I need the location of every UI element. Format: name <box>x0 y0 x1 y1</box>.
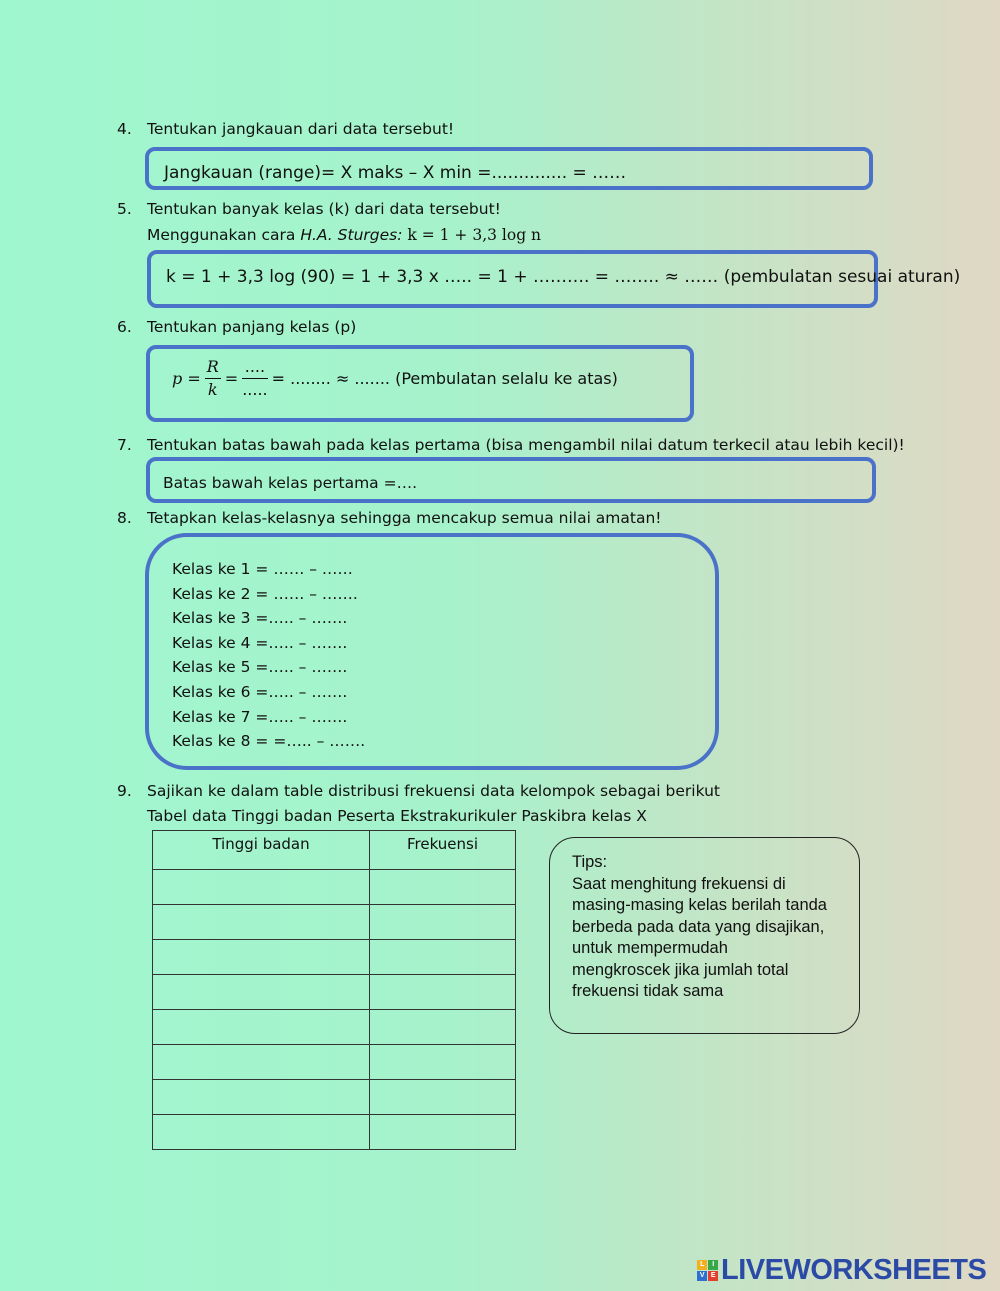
question-number: 4. <box>117 120 132 138</box>
cell-tinggi-badan[interactable] <box>153 1115 370 1150</box>
fraction-r-over-k: $\frac{R}{k}$ <box>206 357 219 399</box>
kelas-item: Kelas ke 1 = …… – …… <box>172 560 353 578</box>
table-row <box>153 1045 516 1080</box>
table-row <box>153 975 516 1010</box>
kelas-item: Kelas ke 4 =….. – ……. <box>172 633 348 652</box>
cell-tinggi-badan[interactable] <box>153 975 370 1010</box>
cell-frekuensi[interactable] <box>370 975 516 1010</box>
cell-frekuensi[interactable] <box>370 905 516 940</box>
header-tinggi-badan: Tinggi badan <box>153 831 370 870</box>
fraction-blank: $\frac{....}{.....}$ <box>242 357 268 399</box>
batas-bawah-text: Batas bawah kelas pertama =…. <box>163 474 418 492</box>
kelas-item: Kelas ke 2 = …… – ……. <box>172 584 358 603</box>
cell-tinggi-badan[interactable] <box>153 1010 370 1045</box>
frequency-table <box>152 830 516 1150</box>
question-text: Tentukan banyak kelas (k) dari data tersebut! <box>147 200 501 218</box>
p-lhs: p = <box>172 369 201 389</box>
tips-line: Saat menghitung frekuensi di <box>572 874 786 893</box>
kelas-list <box>172 557 365 754</box>
question-number: 8. <box>117 509 132 527</box>
sturges-formula: k = 1 + 3,3 log n <box>407 226 542 244</box>
table-row <box>153 1115 516 1150</box>
liveworksheets-logo[interactable] <box>697 1253 986 1287</box>
question-number: 6. <box>117 318 132 336</box>
cell-frekuensi[interactable] <box>370 1010 516 1045</box>
question-number: 5. <box>117 200 132 218</box>
tips-line: masing-masing kelas berilah tanda <box>572 896 827 914</box>
logo-mark-icon: L I V E <box>697 1260 718 1281</box>
cell-tinggi-badan[interactable] <box>153 905 370 940</box>
question-text: Tentukan panjang kelas (p) <box>147 318 357 336</box>
table-row <box>153 1010 516 1045</box>
cell-frekuensi[interactable] <box>370 1080 516 1115</box>
tips-line: frekuensi tidak sama <box>572 982 724 1000</box>
logo-text: LIVEWORKSHEETS <box>721 1253 987 1286</box>
cell-tinggi-badan[interactable] <box>153 1045 370 1080</box>
cell-tinggi-badan[interactable] <box>153 870 370 905</box>
answer-box-batas-bawah[interactable] <box>146 457 876 503</box>
header-frekuensi: Frekuensi <box>370 831 516 870</box>
p-formula: p = $\frac{R}{k}$ = $\frac{....}{.....}$ = ........ ≈ ....... (Pembulatan selalu ke atas) <box>172 357 618 399</box>
cell-frekuensi[interactable] <box>370 1115 516 1150</box>
tips-line: berbeda pada data yang disajikan, <box>572 917 825 936</box>
question-number: 7. <box>117 436 132 454</box>
range-formula: Jangkauan (range)= X maks – X min =.............. = …… <box>164 163 627 183</box>
tips-line: mengkroscek jika jumlah total <box>572 960 789 979</box>
table-row <box>153 940 516 975</box>
table-row <box>153 1080 516 1115</box>
kelas-item: Kelas ke 5 =….. – ……. <box>172 658 348 677</box>
table-row <box>153 870 516 905</box>
answer-box-range[interactable] <box>145 147 873 190</box>
kelas-item: Kelas ke 8 = =….. – ……. <box>172 732 366 751</box>
tips-title: Tips: <box>572 853 608 871</box>
kelas-item: Kelas ke 6 =….. – ……. <box>172 682 348 701</box>
question-text: Tentukan jangkauan dari data tersebut! <box>147 120 455 138</box>
kelas-item: Kelas ke 7 =….. – ……. <box>172 707 348 726</box>
table-header-row <box>153 831 516 870</box>
tips-line: untuk mempermudah <box>572 939 728 957</box>
cell-frekuensi[interactable] <box>370 870 516 905</box>
cell-frekuensi[interactable] <box>370 940 516 975</box>
cell-tinggi-badan[interactable] <box>153 1080 370 1115</box>
table-row <box>153 905 516 940</box>
question-number: 9. <box>117 782 132 800</box>
question-text: Tetapkan kelas-kelasnya sehingga mencakup semua nilai amatan! <box>147 509 662 527</box>
answer-box-kelas[interactable] <box>145 533 719 770</box>
cell-frekuensi[interactable] <box>370 1045 516 1080</box>
k-formula: k = 1 + 3,3 log (90) = 1 + 3,3 x ….. = 1 + ………. = …….. ≈ …… (pembulatan sesuai aturan) <box>166 267 961 287</box>
answer-box-k[interactable] <box>147 250 961 308</box>
kelas-item: Kelas ke 3 =….. – ……. <box>172 609 348 628</box>
method-prefix: Menggunakan cara <box>147 226 301 244</box>
question-text: Sajikan ke dalam table distribusi frekuensi data kelompok sebagai berikut <box>147 782 720 800</box>
p-rest: = ........ ≈ ....... (Pembulatan selalu ke atas) <box>271 369 618 389</box>
method-name: H.A. Sturges: <box>300 226 403 244</box>
answer-box-p[interactable] <box>146 345 694 422</box>
cell-tinggi-badan[interactable] <box>153 940 370 975</box>
tips-box <box>549 837 860 1034</box>
question-text: Tentukan batas bawah pada kelas pertama (bisa mengambil nilai datum terkecil atau lebih kecil)! <box>147 436 905 454</box>
